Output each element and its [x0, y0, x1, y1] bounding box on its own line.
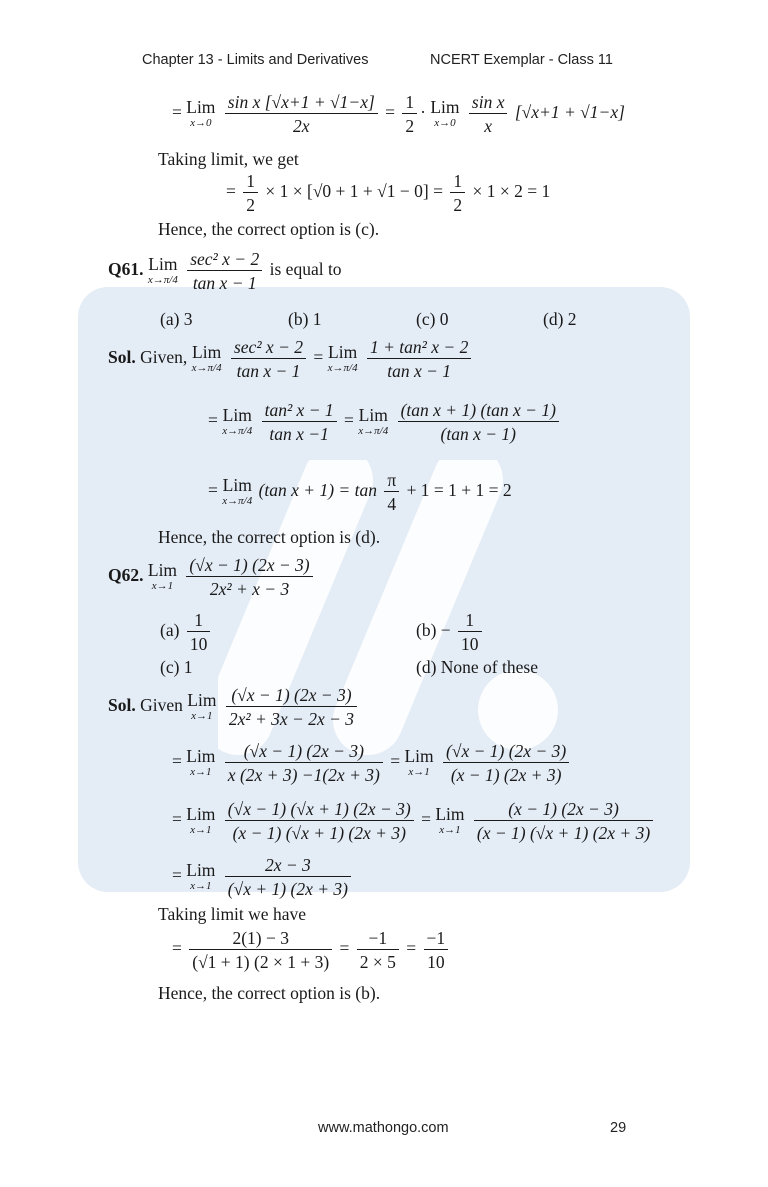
- q61-solution-step-3: = Lim x→π/4 (tan x + 1) = tan $\frac{\pi}{4}$ + 1 = 1 + 1 = 2: [208, 470, 512, 515]
- q62-solution-given: Sol. Given Lim x→1 $\frac{(√x - 1) (2x - 3)}{\text{2x² + 3x − 2x − 3}}$: [108, 685, 360, 729]
- q61-answer: Hence, the correct option is (d).: [158, 527, 381, 547]
- q62-option-b: (b) − $\frac{1}{10}$: [416, 610, 485, 654]
- q60-step-2: = $\frac{1}{2}$ × 1 × [√0 + 1 + √1 − 0] = $\frac{1}{2}$ × 1 × 2 = 1: [226, 171, 551, 216]
- q62-solution-step-2: = Lim x→1 $\frac{(√x - 1) (√x + 1) (2x - 3)}{(x - 1) (√x + 1) (2x + 3)}$ = Lim x→1 $\frac{(x - 1) (2x - 3)}{(x - 1) (√x + 1) (2x + 3)}$: [172, 799, 656, 843]
- q61-option-d: (d) 2: [543, 309, 577, 329]
- q62-final-step: = $\frac{2(1) - 3}{(√1 + 1) (2 \times 1 + 3)}$ = $\frac{-1}{2 \times 5}$ = $\frac{-1}{10}$: [172, 928, 451, 972]
- q61-solution-step-2: = Lim x→π/4 $\frac{\text{tan² x − 1}}{\text{tan x −1}}$ = Lim x→π/4 $\frac{\text{(tan x + 1) (tan x − 1)}}{\text{(tan x − 1)}}$: [208, 400, 562, 444]
- q62-option-d: (d) None of these: [416, 657, 538, 677]
- q62-taking-limit: Taking limit we have: [158, 904, 306, 924]
- q62-question: Q62. Lim x→1 $\frac{(√x - 1) (2x - 3)}{\text{2x² + x − 3}}$: [108, 555, 316, 599]
- q60-answer: Hence, the correct option is (c).: [158, 219, 380, 239]
- chapter-header: Chapter 13 - Limits and Derivatives: [142, 52, 369, 68]
- q62-option-c: (c) 1: [160, 657, 193, 677]
- q62-answer: Hence, the correct option is (b).: [158, 983, 381, 1003]
- q60-taking-limit: Taking limit, we get: [158, 149, 299, 169]
- q61-option-a: (a) 3: [160, 309, 193, 329]
- q62-solution-step-1: = Lim x→1 $\frac{(√x - 1) (2x - 3)}{x (2x + 3) -1(2x + 3)}$ = Lim x→1 $\frac{(√x - 1) (2x - 3)}{(x - 1) (2x + 3)}$: [172, 741, 572, 785]
- page-number: 29: [610, 1120, 627, 1136]
- q61-solution-step-1: Sol. Given, Lim x→π/4 $\frac{\text{sec² x − 2}}{\text{tan x − 1}}$ = Lim x→π/4 $\frac{\text{1 + tan² x − 2}}{\text{tan x − 1}}$: [108, 337, 474, 381]
- q60-step-1: = Lim x→0 $\frac{\text{sin x [√x+1 + √1−x]}}{2x}$ = $\frac{1}{2}$ · Lim x→0 $\frac{\text{sin x}}{x}$ [√x+1 + √1−x]: [172, 92, 625, 137]
- q62-solution-step-3: = Lim x→1 $\frac{2x - 3}{(√x + 1) (2x + 3)}$: [172, 855, 354, 899]
- footer-website: www.mathongo.com: [318, 1120, 449, 1136]
- q61-option-b: (b) 1: [288, 309, 322, 329]
- q62-option-a: (a) $\frac{1}{10}$: [160, 610, 213, 654]
- q61-question: Q61. Lim x→π/4 $\frac{\text{sec² x − 2}}{\text{tan x − 1}}$ is equal to: [108, 249, 342, 294]
- book-header: NCERT Exemplar - Class 11: [430, 52, 613, 68]
- q61-option-c: (c) 0: [416, 309, 449, 329]
